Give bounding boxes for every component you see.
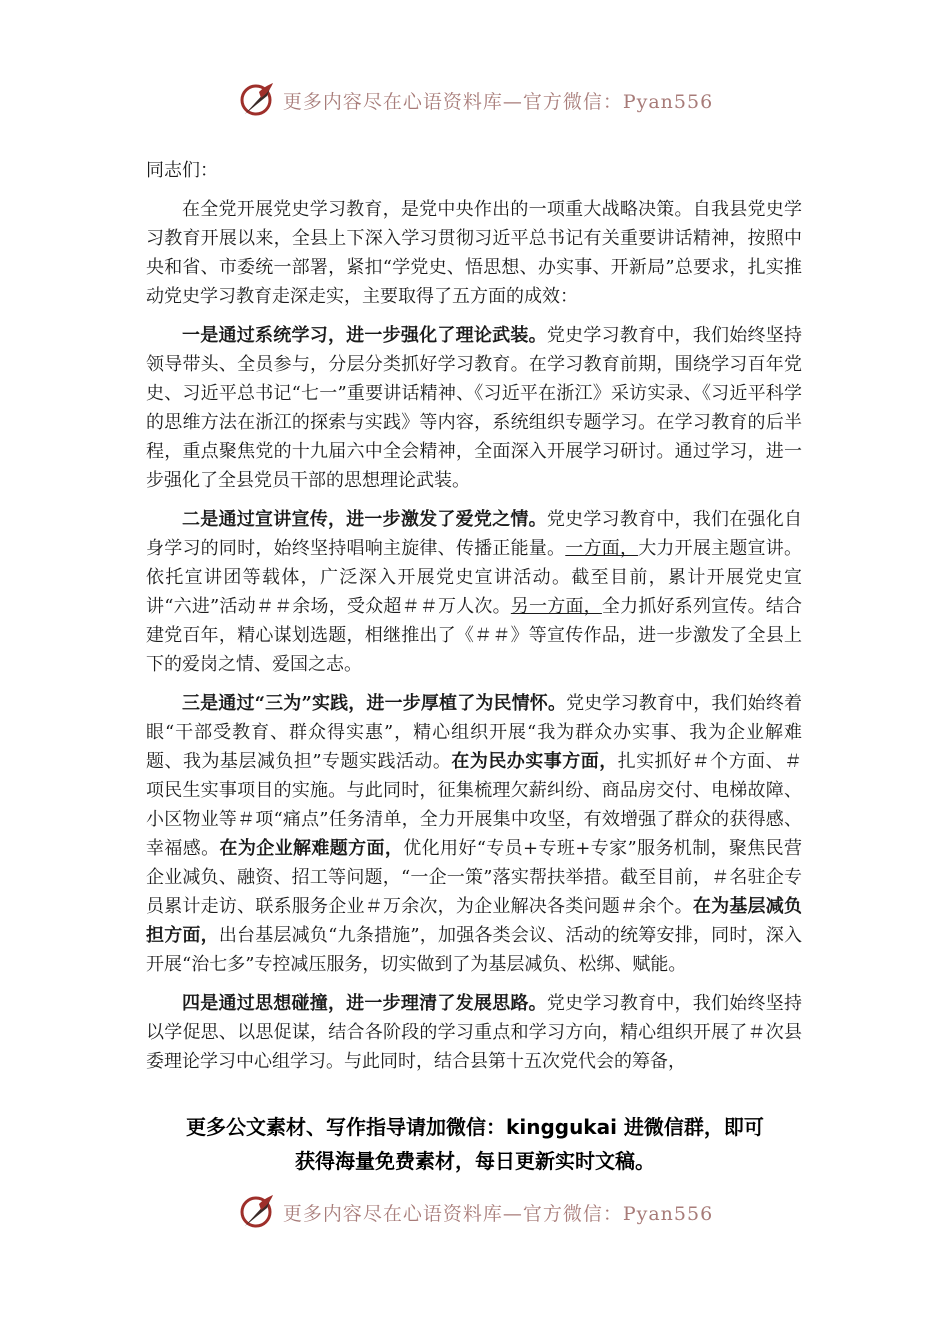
promo-line-2: 获得海量免费素材，每日更新实时文稿。 xyxy=(295,1149,655,1173)
text-run: 优化用好“专员+专班+专家”服务机制，聚焦民营企业减负、融资、招工等问题，“一企一策”落实帮扶举措。截至目前，＃名驻企专员累计走访、联系服务企业＃万余次，为企业解决各类问题＃余个。 xyxy=(146,838,803,917)
paragraph xyxy=(146,195,802,311)
greeting: 同志们： xyxy=(146,160,218,181)
paragraphs xyxy=(146,195,802,1076)
paragraph xyxy=(146,989,802,1076)
bold-heading-run: 四是通过思想碰撞，进一步理清了发展思路。 xyxy=(182,993,547,1014)
document-body xyxy=(146,156,802,1086)
bold-heading-run: 在为企业解难题方面， xyxy=(219,838,404,859)
banner-text: 更多内容尽在心语资料库—官方微信：Pyan556 xyxy=(282,90,714,113)
text-run: 党史学习教育中，我们在强化自身学习的同时，始终坚持唱响主旋律、传播正能量。 xyxy=(146,509,803,559)
underlined-run: 另一方面， xyxy=(510,596,602,617)
quill-logo-icon xyxy=(237,1192,277,1232)
text-run: 扎实抓好＃个方面、＃项民生实事项目的实施。与此同时，征集梳理欠薪纠纷、商品房交付、电梯故障、小区物业等＃项“痛点”任务清单，全力开展集中攻坚，有效增强了群众的获得感、幸福感。 xyxy=(146,751,803,859)
quill-logo-icon xyxy=(237,80,277,120)
text-run: 党史学习教育中，我们始终着眼“干部受教育、群众得实惠”，精心组织开展“我为群众办实事、我为企业解难题、我为基层减负担”专题实践活动。 xyxy=(146,693,802,772)
promo-line-1: 更多公文素材、写作指导请加微信：kinggukai 进微信群，即可 xyxy=(186,1115,764,1139)
paragraph xyxy=(146,505,802,679)
promo-notice xyxy=(100,1110,850,1178)
bold-heading-run: 在为基层减负担方面， xyxy=(146,896,803,946)
text-run: 党史学习教育中，我们始终坚持领导带头、全员参与，分层分类抓好学习教育。在学习教育前期，围绕学习百年党史、习近平总书记“七一”重要讲话精神、《习近平在浙江》采访实录、《习近平科学的思维方法在浙江的探索与实践》等内容，系统组织专题学习。在学习教育的后半程，重点聚焦党的十九届六中全会精神，全面深入开展学习研讨。通过学习，进一步强化了全县党员干部的思想理论武装。 xyxy=(146,325,803,491)
bold-heading-run: 在为民办实事方面， xyxy=(451,751,618,772)
bold-heading-run: 一是通过系统学习，进一步强化了理论武装。 xyxy=(182,325,547,346)
text-run: 在全党开展党史学习教育，是党中央作出的一项重大战略决策。自我县党史学习教育开展以来，全县上下深入学习贯彻习近平总书记有关重要讲话精神，按照中央和省、市委统一部署，紧扣“学党史、悟思想、办实事、开新局”总要求，扎实推动党史学习教育走深走实，主要取得了五方面的成效： xyxy=(146,199,802,307)
bold-heading-run: 三是通过“三为”实践，进一步厚植了为民情怀。 xyxy=(182,693,567,714)
text-run: 党史学习教育中，我们始终坚持以学促思、以思促谋，结合各阶段的学习重点和学习方向，精心组织开展了＃次县委理论学习中心组学习。与此同时，结合县第十五次党代会的筹备， xyxy=(146,993,803,1072)
text-run: 出台基层减负“九条措施”，加强各类会议、活动的统筹安排，同时，深入开展“治七多”专控减压服务，切实做到了为基层减负、松绑、赋能。 xyxy=(146,925,802,975)
banner-text: 更多内容尽在心语资料库—官方微信：Pyan556 xyxy=(282,1202,714,1225)
bold-heading-run: 二是通过宣讲宣传，进一步激发了爱党之情。 xyxy=(182,509,547,530)
footer-banner xyxy=(0,1192,950,1232)
text-run: 全力抓好系列宣传。结合建党百年，精心谋划选题，相继推出了《＃＃》等宣传作品，进一步激发了全县上下的爱岗之情、爱国之志。 xyxy=(146,596,803,675)
paragraph xyxy=(146,321,802,495)
paragraph xyxy=(146,689,802,979)
text-run: 大力开展主题宣讲。依托宣讲团等载体，广泛深入开展党史宣讲活动。截至目前，累计开展党史宣讲“六进”活动＃＃余场，受众超＃＃万人次。 xyxy=(146,538,803,617)
header-banner xyxy=(0,80,950,120)
underlined-run: 一方面， xyxy=(565,538,639,559)
